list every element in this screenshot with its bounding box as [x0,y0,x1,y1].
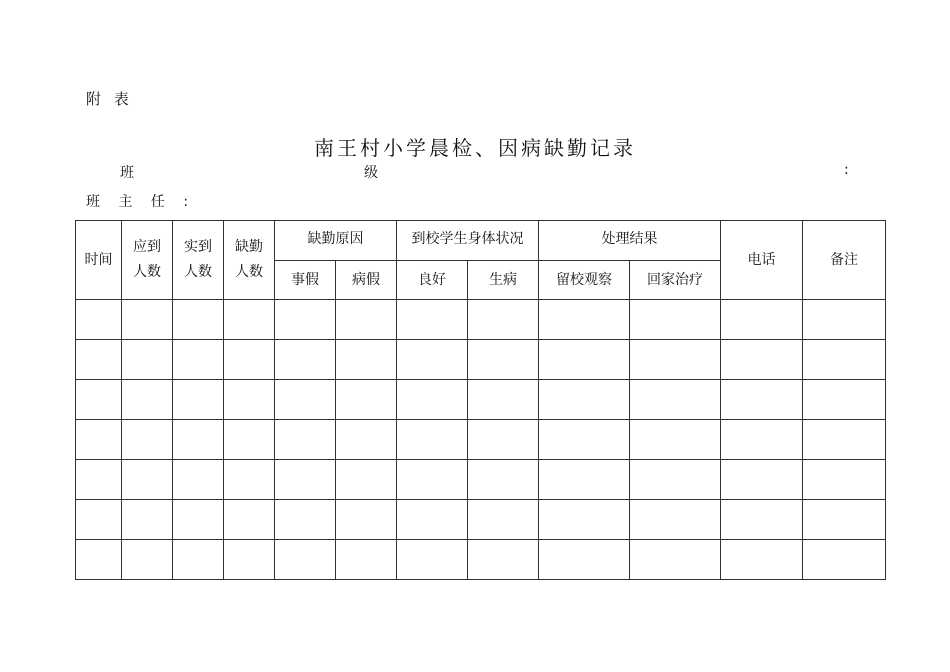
table-cell[interactable] [224,380,275,420]
header-absent [224,221,275,300]
table-cell[interactable] [468,420,539,460]
header-remarks: 备注 [803,221,886,300]
table-cell[interactable] [336,540,397,580]
header-result-group: 处理结果 [539,221,721,261]
table-cell[interactable] [803,300,886,340]
table-cell[interactable] [336,500,397,540]
table-cell[interactable] [630,460,721,500]
table-cell[interactable] [122,380,173,420]
table-cell[interactable] [76,300,122,340]
table-cell[interactable] [173,460,224,500]
table-cell[interactable] [803,380,886,420]
header-time: 时间 [76,221,122,300]
table-cell[interactable] [275,500,336,540]
table-cell[interactable] [721,380,803,420]
table-cell[interactable] [468,340,539,380]
table-cell[interactable] [122,300,173,340]
table-cell[interactable] [275,540,336,580]
table-cell[interactable] [275,300,336,340]
table-row [76,540,886,580]
absence-record-table [75,220,886,580]
table-cell[interactable] [803,540,886,580]
table-cell[interactable] [76,380,122,420]
table-cell[interactable] [76,460,122,500]
table-cell[interactable] [468,380,539,420]
table-cell[interactable] [721,340,803,380]
table-row [76,500,886,540]
table-cell[interactable] [397,540,468,580]
table-cell[interactable] [539,380,630,420]
table-cell[interactable] [397,420,468,460]
table-cell[interactable] [397,300,468,340]
table-cell[interactable] [397,500,468,540]
table-cell[interactable] [173,300,224,340]
header-absent-line1: 缺勤 [235,239,263,255]
colon-mark: : [844,162,849,178]
table-row [76,420,886,460]
table-cell[interactable] [336,460,397,500]
table-cell[interactable] [803,500,886,540]
table-row [76,340,886,380]
header-health-good: 良好 [397,261,468,300]
header-expected [122,221,173,300]
table-cell[interactable] [721,420,803,460]
table-cell[interactable] [630,420,721,460]
table-cell[interactable] [336,380,397,420]
header-actual-line1: 实到 [184,239,212,255]
header-personal-leave: 事假 [275,261,336,300]
grade-label: 级 [364,165,378,181]
table-cell[interactable] [224,460,275,500]
table-cell[interactable] [224,500,275,540]
table-cell[interactable] [630,300,721,340]
class-label: 班 [120,165,134,181]
table-cell[interactable] [630,540,721,580]
table-row [76,460,886,500]
table-cell[interactable] [224,340,275,380]
table-cell[interactable] [630,340,721,380]
table-cell[interactable] [173,380,224,420]
table-row [76,380,886,420]
table-body [76,300,886,580]
header-phone: 电话 [721,221,803,300]
header-health-group: 到校学生身体状况 [397,221,539,261]
table-cell[interactable] [76,500,122,540]
table-cell[interactable] [122,340,173,380]
table-cell[interactable] [275,340,336,380]
header-reason-group: 缺勤原因 [275,221,397,261]
table-cell[interactable] [539,420,630,460]
table-cell[interactable] [721,300,803,340]
table-cell[interactable] [397,460,468,500]
table-cell[interactable] [397,380,468,420]
header-absent-line2: 人数 [235,264,263,280]
table-cell[interactable] [539,460,630,500]
table-cell[interactable] [539,300,630,340]
table-cell[interactable] [275,420,336,460]
table-cell[interactable] [76,340,122,380]
table-cell[interactable] [630,380,721,420]
table-cell[interactable] [397,340,468,380]
table-cell[interactable] [721,540,803,580]
header-stay-observe: 留校观察 [539,261,630,300]
table-cell[interactable] [336,300,397,340]
header-actual-line2: 人数 [184,264,212,280]
table-cell[interactable] [539,340,630,380]
table-row [76,300,886,340]
header-expected-line1: 应到 [133,239,161,255]
table-cell[interactable] [173,420,224,460]
header-expected-line2: 人数 [133,264,161,280]
table-cell[interactable] [76,540,122,580]
table-cell[interactable] [630,500,721,540]
table-cell[interactable] [173,500,224,540]
table-cell[interactable] [336,340,397,380]
appendix-label: 附 表 [86,90,133,108]
table-cell[interactable] [275,380,336,420]
table-cell[interactable] [468,500,539,540]
table-cell[interactable] [539,500,630,540]
table-cell[interactable] [224,420,275,460]
table-cell[interactable] [468,460,539,500]
table-cell[interactable] [224,300,275,340]
table-cell[interactable] [173,540,224,580]
header-sick-leave: 病假 [336,261,397,300]
table-cell[interactable] [275,460,336,500]
table-cell[interactable] [803,340,886,380]
table-cell[interactable] [122,500,173,540]
header-health-ill: 生病 [468,261,539,300]
table-cell[interactable] [122,540,173,580]
table-cell[interactable] [173,340,224,380]
page-title: 南王村小学晨检、因病缺勤记录 [314,136,636,160]
table-cell[interactable] [803,420,886,460]
table-cell[interactable] [468,300,539,340]
table-cell[interactable] [803,460,886,500]
table-cell[interactable] [721,500,803,540]
head-teacher-label: 班 主 任 : [86,194,196,210]
table-cell[interactable] [336,420,397,460]
table-cell[interactable] [76,420,122,460]
header-actual [173,221,224,300]
header-home-treat: 回家治疗 [630,261,721,300]
table-cell[interactable] [721,460,803,500]
table-cell[interactable] [539,540,630,580]
table-cell[interactable] [122,460,173,500]
table-cell[interactable] [224,540,275,580]
table-cell[interactable] [468,540,539,580]
table-cell[interactable] [122,420,173,460]
